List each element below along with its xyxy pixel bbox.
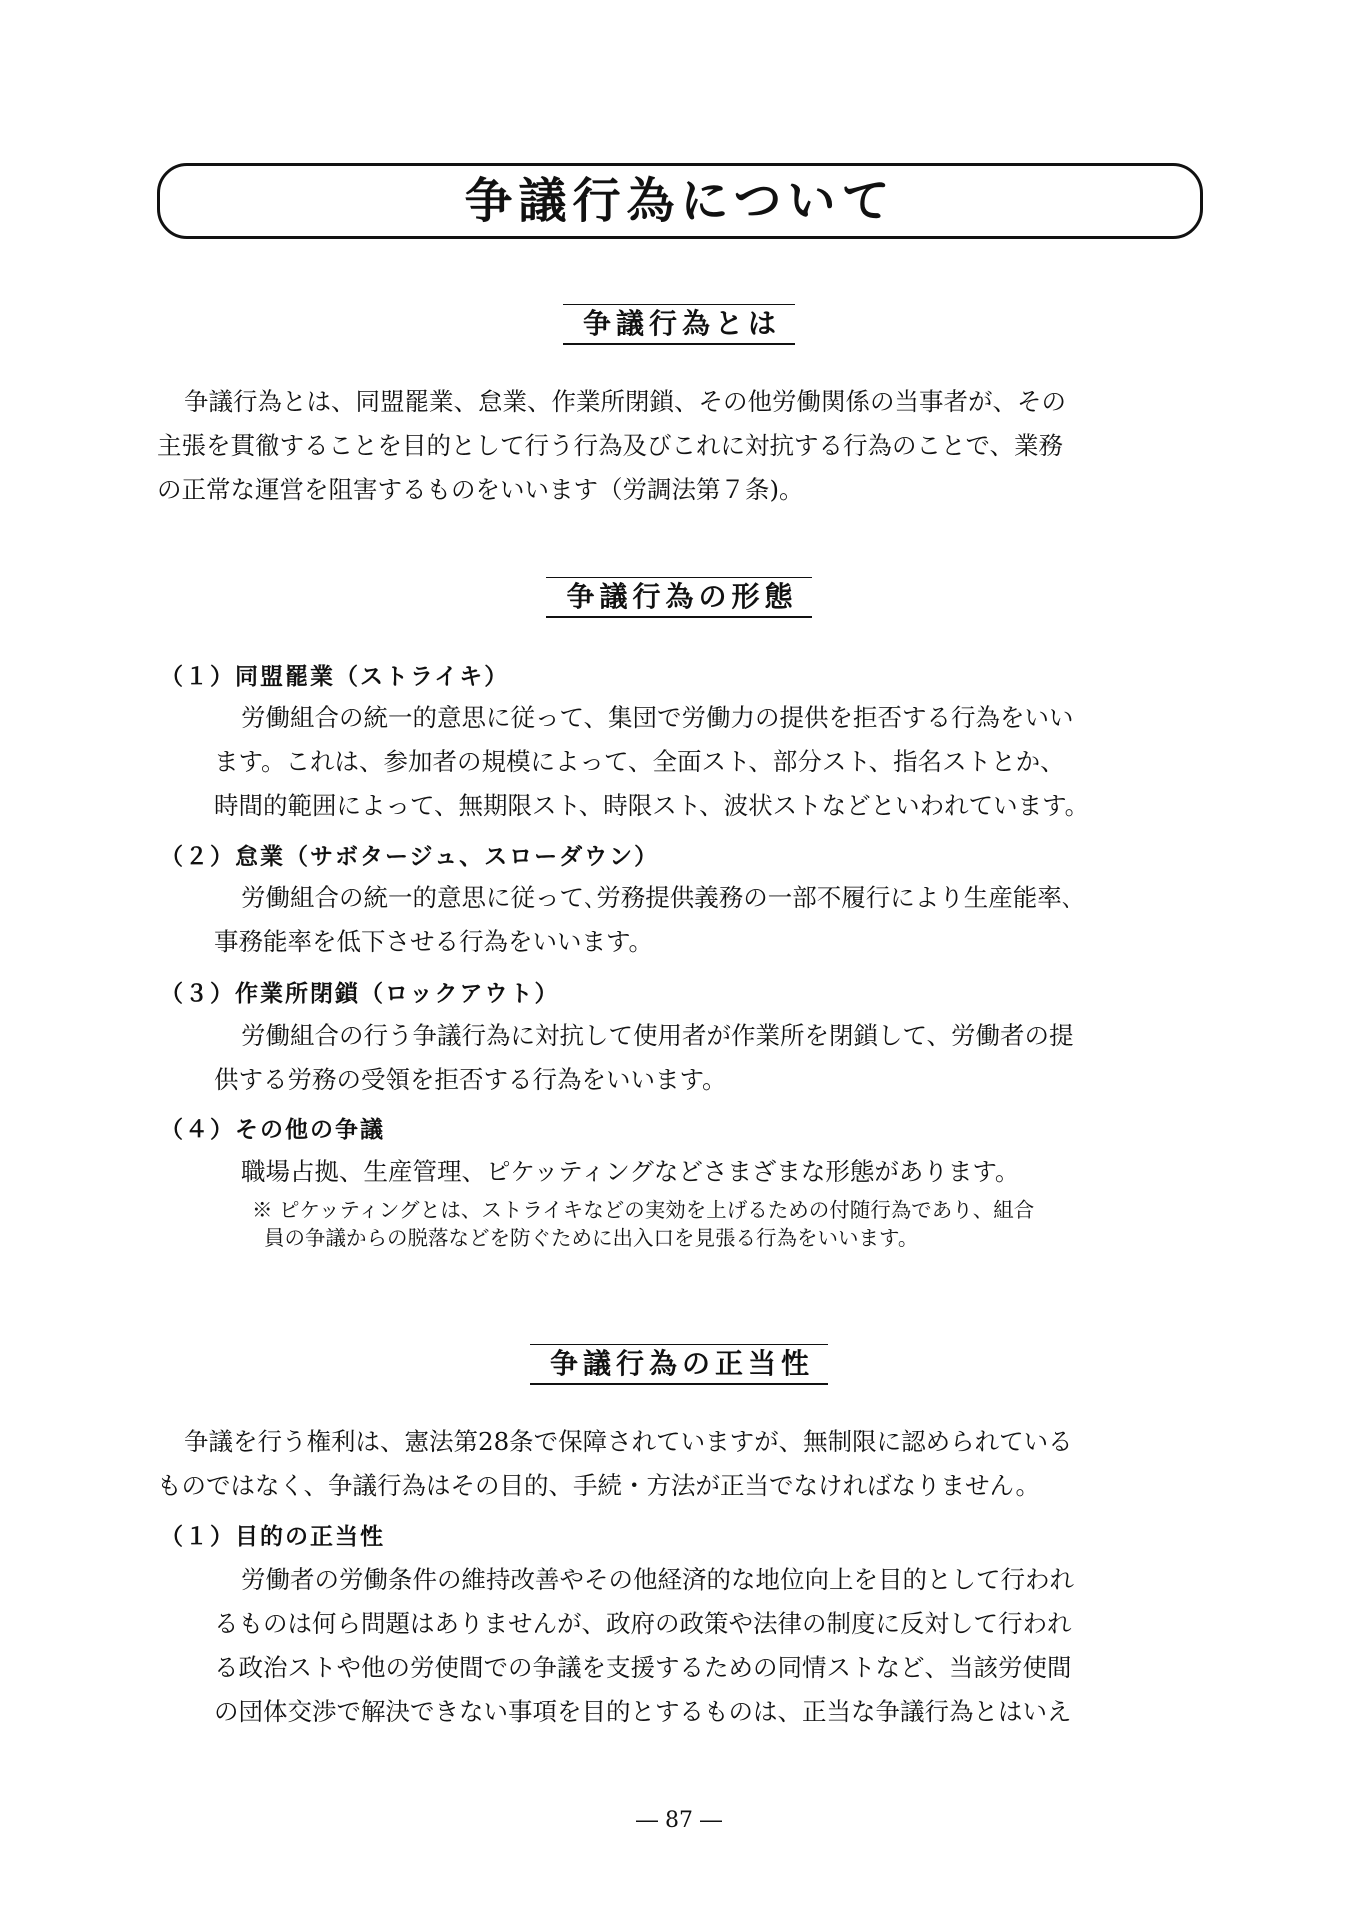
- page-title-box: [157, 163, 1203, 239]
- text-line: るものは何ら問題はありませんが、政府の政策や法律の制度に反対して行われ: [214, 1609, 1072, 1638]
- slowdown-paragraph: [214, 876, 1074, 964]
- text-line: 事務能率を低下させる行為をいいます。: [214, 927, 654, 956]
- item-heading-slowdown: （２）怠業（サボタージュ、スローダウン）: [160, 844, 660, 870]
- section-heading-text: 争議行為の正当性: [530, 1344, 828, 1385]
- text-line: 労働者の労働条件の維持改善やその他経済的な地位向上を目的として行われ: [241, 1565, 1074, 1594]
- text-line: 供する労務の受領を拒否する行為をいいます。: [214, 1065, 727, 1094]
- item-heading-lockout: （３）作業所閉鎖（ロックアウト）: [160, 981, 560, 1007]
- section-heading-forms: [0, 577, 1358, 618]
- page-number: ― 87 ―: [636, 1808, 722, 1833]
- other-paragraph: [214, 1150, 1019, 1194]
- text-line: 主張を貫徹することを目的として行う行為及びこれに対抗する行為のことで、業務: [157, 431, 1064, 460]
- text-line: 争議を行う権利は、憲法第28条で保障されていますが、無制限に認められている: [184, 1427, 1073, 1456]
- item-heading-other: （４）その他の争議: [160, 1117, 385, 1143]
- text-line: 労働組合の統一的意思に従って､労務提供義務の一部不履行により生産能率､: [241, 883, 1074, 912]
- section-heading-definition: [0, 304, 1358, 345]
- purpose-paragraph: [214, 1558, 1074, 1734]
- text-line: 労働組合の行う争議行為に対抗して使用者が作業所を閉鎖して、労働者の提: [241, 1021, 1074, 1050]
- section-heading-text: 争議行為の形態: [546, 577, 811, 618]
- note-line: 員の争議からの脱落などを防ぐために出入口を見張る行為をいいます。: [264, 1226, 919, 1250]
- text-line: の団体交渉で解決できない事項を目的とするものは、正当な争議行為とはいえ: [214, 1697, 1072, 1726]
- strike-paragraph: [214, 696, 1089, 828]
- text-line: 時間的範囲によって、無期限スト、時限スト、波状ストなどといわれています。: [214, 791, 1090, 820]
- section-heading-legitimacy: [0, 1344, 1358, 1385]
- item-heading-strike: （１）同盟罷業（ストライキ）: [160, 664, 510, 690]
- item-heading-purpose: （１）目的の正当性: [160, 1524, 385, 1550]
- text-line: の正常な運営を阻害するものをいいます（労調法第７条)。: [157, 475, 804, 504]
- text-line: ものではなく、争議行為はその目的、手続・方法が正当でなければなりません。: [157, 1471, 1040, 1500]
- lockout-paragraph: [214, 1014, 1074, 1102]
- picketing-note: [252, 1196, 1034, 1252]
- text-line: 労働組合の統一的意思に従って、集団で労働力の提供を拒否する行為をいい: [241, 703, 1074, 732]
- definition-paragraph: [157, 380, 1066, 512]
- text-line: る政治ストや他の労使間での争議を支援するための同情ストなど、当該労使間: [214, 1653, 1072, 1682]
- text-line: 争議行為とは、同盟罷業、怠業、作業所閉鎖、その他労働関係の当事者が、その: [184, 387, 1066, 416]
- legitimacy-paragraph: [157, 1420, 1073, 1508]
- section-heading-text: 争議行為とは: [563, 304, 795, 345]
- note-line: ※ ピケッティングとは、ストライキなどの実効を上げるための付随行為であり、組合: [252, 1198, 1035, 1222]
- page-title: 争議行為について: [464, 173, 896, 229]
- text-line: 職場占拠、生産管理、ピケッティングなどさまざまな形態があります。: [241, 1157, 1020, 1186]
- text-line: ます。これは、参加者の規模によって、全面スト、部分スト、指名ストとか、: [214, 747, 1065, 776]
